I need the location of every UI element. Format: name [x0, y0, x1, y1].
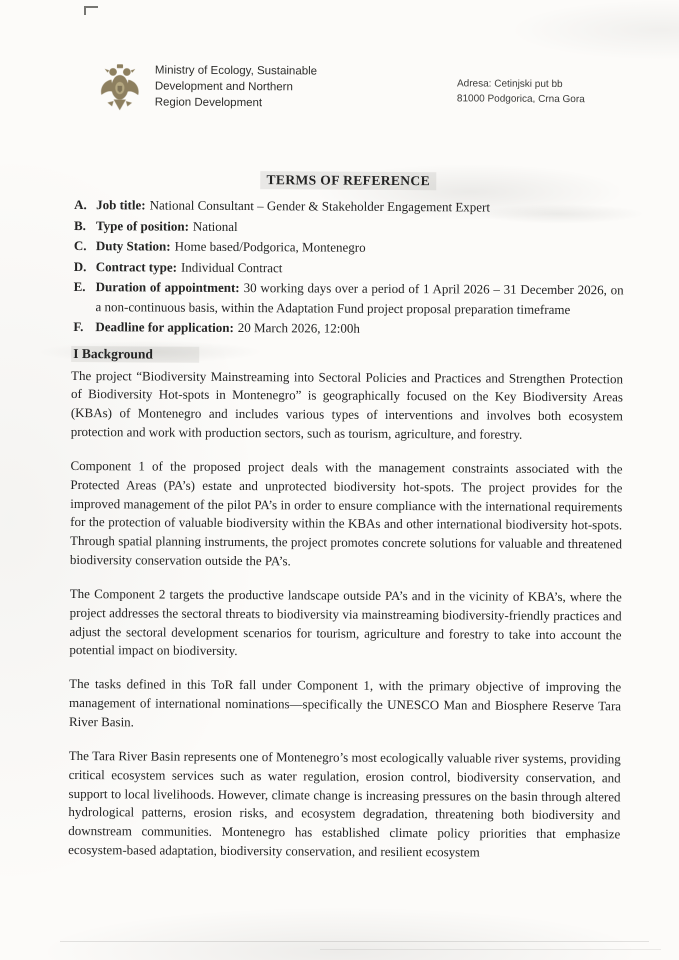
tor-item-b	[72, 215, 624, 238]
item-letter: F.	[73, 319, 84, 335]
address-block: Adresa: Cetinjski put bb 81000 Podgorica, Crna Gora	[456, 78, 585, 106]
coat-of-arms-icon	[97, 62, 143, 112]
item-label: Duty Station:	[95, 238, 171, 254]
scan-artifact	[84, 6, 98, 15]
document-title: TERMS OF REFERENCE	[260, 171, 436, 190]
tor-item-a	[72, 195, 624, 218]
item-text: 20 March 2026, 12:00h	[237, 320, 360, 336]
letterhead	[73, 62, 625, 115]
item-label: Contract type:	[95, 258, 178, 275]
item-letter: C.	[73, 238, 87, 254]
section-heading-background: I Background	[71, 345, 199, 362]
tor-item-d	[72, 256, 624, 279]
tor-item-c	[72, 236, 624, 259]
item-text: Home based/Podgorica, Montenegro	[174, 238, 366, 255]
paragraph-3: The Component 2 targets the productive landscape outside PA’s and in the vicinity of KBA’s, where the project addresses the sectoral threats to biodiversity via mainstreaming biodiversity-friendly practices and adjust the sectoral development scenarios for tourism, agriculture and forestry to take into account the potential impact on biodiversity.	[69, 585, 622, 659]
item-letter: D.	[73, 258, 87, 274]
item-label: Type of position:	[95, 217, 189, 234]
item-text: National	[192, 218, 238, 234]
title-row	[72, 170, 624, 191]
paragraph-1: The project “Biodiversity Mainstreaming into Sectoral Policies and Practices and Strengthen Protection of Biodiversity Hot-spots in Montenegro” is geographically focused on the Key Biodiversity Areas (KBAs) of Montenegro and includes various types of interventions and involves both ecosystem protection and work with production sectors, such as tourism, agriculture, and forestry.	[70, 367, 624, 442]
item-letter: E.	[73, 279, 86, 295]
background-section	[68, 337, 623, 863]
document-content	[68, 62, 625, 878]
ministry-name: Ministry of Ecology, Sustainable Development and Northern Region Development	[154, 64, 318, 110]
item-text: Individual Contract	[180, 259, 283, 275]
scan-artifact	[60, 941, 649, 942]
item-label: Deadline for application:	[95, 319, 234, 335]
item-label: Job title:	[96, 197, 146, 213]
paragraph-2: Component 1 of the proposed project deals with the management constraints associated with the Protected Areas (PA’s) estate and unprotected biodiversity hot-spots. The project provides for the improved management of the pilot PA’s in order to ensure compliance with the international requirements for the protection of valuable biodiversity within the KBAs and other international biodiversity hot-spots. Through spatial planning instruments, the project promotes concrete solutions for valuable and threatened biodiversity conservation outside the PA’s.	[69, 457, 623, 569]
tor-item-f	[71, 317, 623, 340]
item-letter: B.	[73, 217, 86, 233]
tor-item-list	[71, 195, 624, 340]
scan-artifact	[320, 949, 661, 950]
item-letter: A.	[74, 197, 87, 213]
item-label: Duration of appointment:	[95, 279, 240, 296]
paragraph-5: The Tara River Basin represents one of Montenegro’s most ecologically valuable river systems, providing critical ecosystem services such as water regulation, erosion control, biodiversity conservation, and support to local livelihoods. However, climate change is increasing pressures on the basin through altered hydrological patterns, erosion risks, and ecosystem degradation, threatening both biodiversity and downstream communities. Montenegro has established climate policy priorities that emphasize ecosystem-based adaptation, biodiversity conservation, and resilient ecosystem	[68, 747, 621, 860]
paragraph-4: The tasks defined in this ToR fall under Component 1, with the primary objective of improving the management of international nominations—specifically the UNESCO Man and Biosphere Reserve Tara River Basin.	[68, 676, 622, 730]
item-text: National Consultant – Gender & Stakeholder Engagement Expert	[149, 197, 491, 215]
item-text: 30 working days over a period of 1 April 2026 – 31 December 2026, on a non-continuous basis, within the Adaptation Fund project proposal preparation timeframe	[95, 280, 624, 317]
tor-item-e	[71, 277, 623, 319]
background-body	[68, 366, 623, 863]
